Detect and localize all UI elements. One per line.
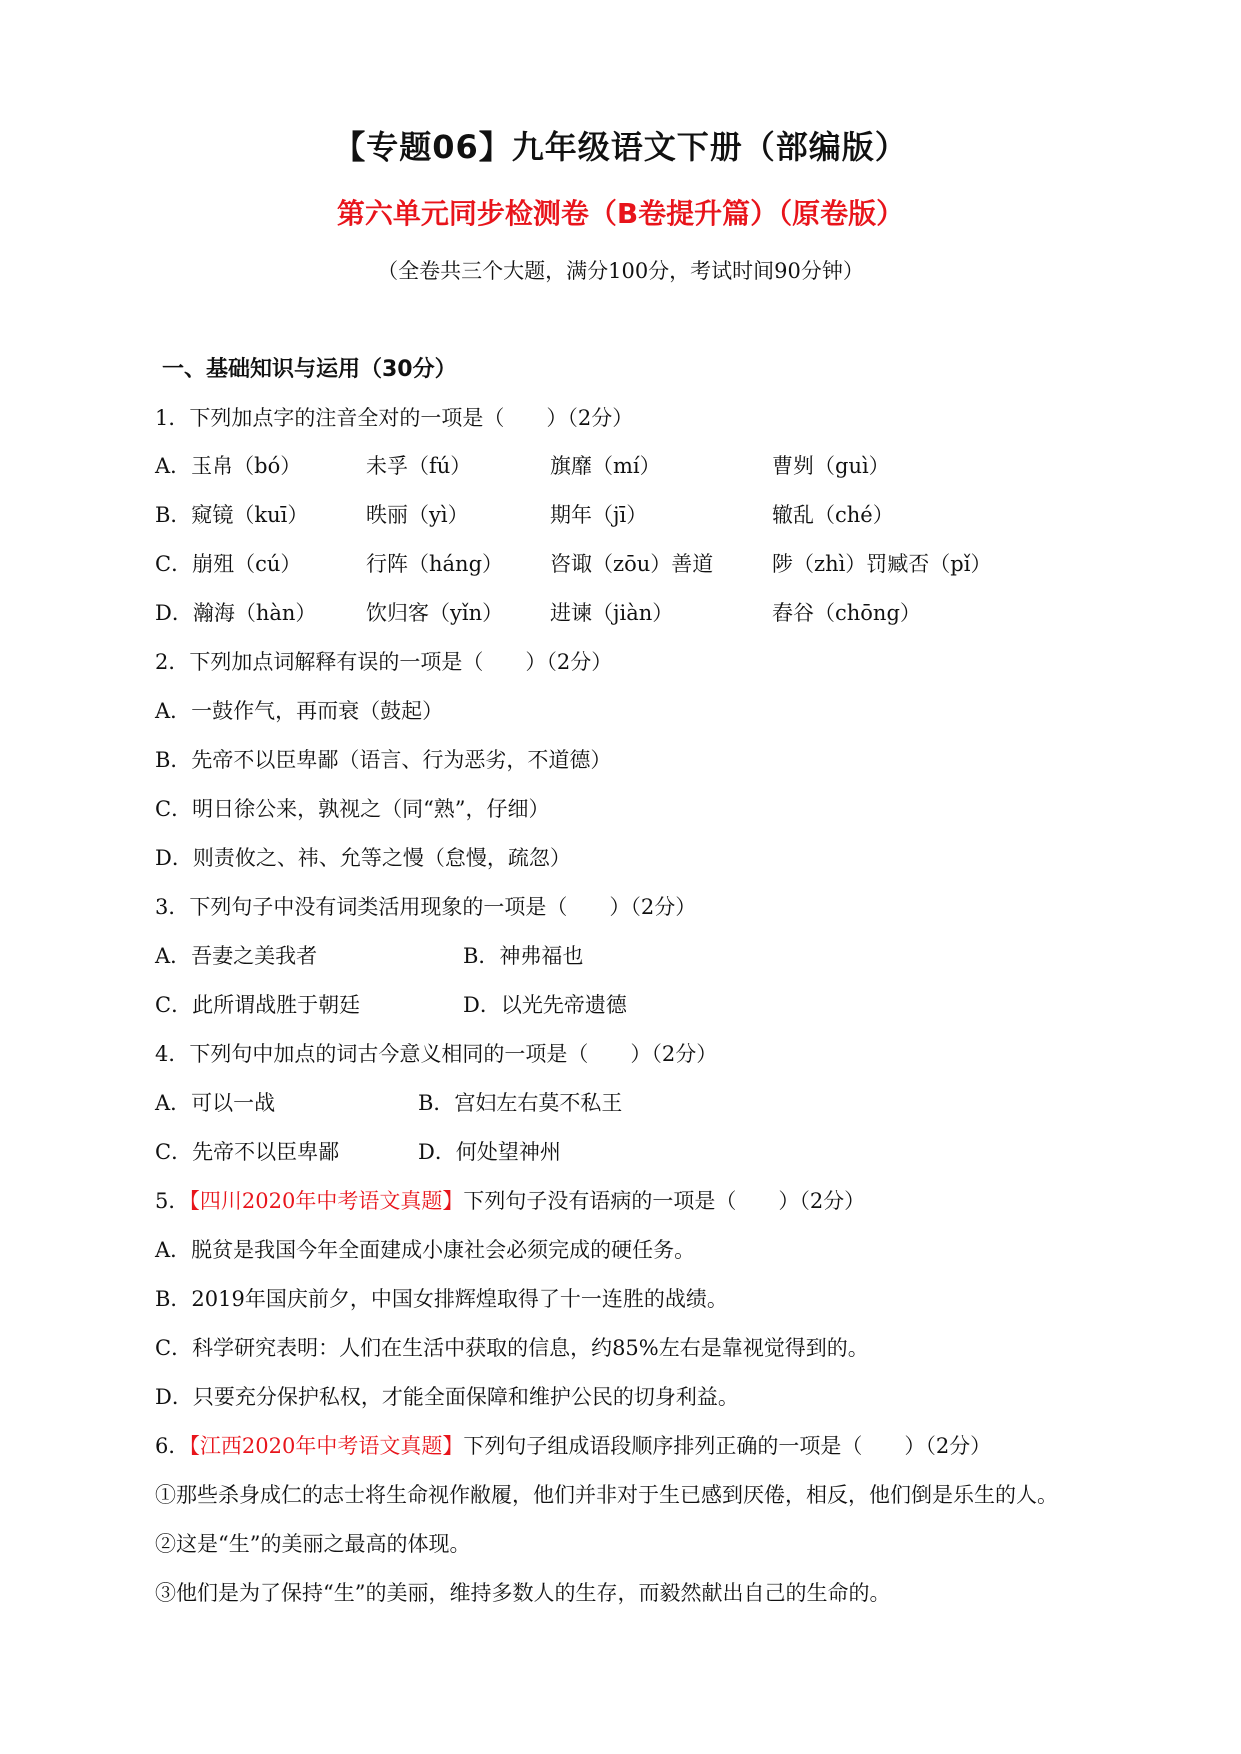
document-title: 【专题06】九年级语文下册（部编版） — [333, 128, 908, 166]
q1-option-d2: 饮归客（yǐn） — [366, 601, 504, 625]
q1-option-a2: 未孚（fú） — [366, 454, 472, 478]
q5-option-c: C．科学研究表明：人们在生活中获取的信息，约85%左右是靠视觉得到的。 — [155, 1336, 869, 1360]
q3-option-d: D．以光先帝遗德 — [463, 993, 627, 1017]
q2-option-c: C．明日徐公来，孰视之（同“熟”，仔细） — [155, 797, 550, 821]
q6-item-2: ②这是“生”的美丽之最高的体现。 — [155, 1532, 471, 1556]
q1-option-d3: 进谏（jiàn） — [550, 601, 674, 625]
q1-option-b3: 期年（jī） — [550, 503, 648, 527]
q5-option-d: D．只要充分保护私权，才能全面保障和维护公民的切身利益。 — [155, 1385, 739, 1409]
q1-option-c4: 陟（zhì）罚臧否（pǐ） — [772, 552, 992, 576]
q1-option-c2: 行阵（háng） — [366, 552, 504, 576]
q5-number: 5． — [155, 1189, 190, 1213]
q4-option-d: D．何处望神州 — [418, 1140, 561, 1164]
q1-option-d4: 舂谷（chōng） — [772, 601, 921, 625]
q2-option-a: A．一鼓作气，再而衰（鼓起） — [155, 699, 444, 723]
q6-stem: 下列句子组成语段顺序排列正确的一项是（ ）（2分） — [463, 1434, 992, 1458]
q1-option-b1: B．窥镜（kuī） — [155, 503, 309, 527]
q5-source-tag: 【四川2020年中考语文真题】 — [189, 1189, 464, 1213]
q3-option-a: A．吾妻之美我者 — [155, 944, 318, 968]
q3-option-c: C．此所谓战胜于朝廷 — [155, 993, 361, 1017]
q1-option-a4: 曹刿（guì） — [772, 454, 890, 478]
q4-option-b: B．宫妇左右莫不私王 — [418, 1091, 623, 1115]
document-subtitle: 第六单元同步检测卷（B卷提升篇）（原卷版） — [336, 197, 905, 230]
q1-option-a1: A．玉帛（bó） — [155, 454, 302, 478]
q1-option-b2: 昳丽（yì） — [366, 503, 469, 527]
q2-stem: 2．下列加点词解释有误的一项是（ ）（2分） — [155, 650, 613, 674]
q5-option-b: B．2019年国庆前夕，中国女排辉煌取得了十一连胜的战绩。 — [155, 1287, 728, 1311]
q1-option-c3: 咨诹（zōu）善道 — [550, 552, 714, 576]
q3-stem: 3．下列句子中没有词类活用现象的一项是（ ）（2分） — [155, 895, 697, 919]
q1-option-b4: 辙乱（ché） — [772, 503, 894, 527]
q6-source-tag: 【江西2020年中考语文真题】 — [189, 1434, 464, 1458]
exam-note: （全卷共三个大题，满分100分，考试时间90分钟） — [377, 259, 864, 283]
section-heading: 一、基础知识与运用（30分） — [162, 357, 457, 382]
q2-option-b: B．先帝不以臣卑鄙（语言、行为恶劣，不道德） — [155, 748, 612, 772]
q6-item-3: ③他们是为了保持“生”的美丽，维持多数人的生存，而毅然献出自己的生命的。 — [155, 1581, 891, 1605]
q4-option-c: C．先帝不以臣卑鄙 — [155, 1140, 340, 1164]
q3-option-b: B．神弗福也 — [463, 944, 584, 968]
q1-stem: 1．下列加点字的注音全对的一项是（ ）（2分） — [155, 406, 634, 430]
q4-stem: 4．下列句中加点的词古今意义相同的一项是（ ）（2分） — [155, 1042, 718, 1066]
q6-stem-line — [155, 1430, 991, 1460]
q1-option-a3: 旗靡（mí） — [550, 454, 661, 478]
q1-option-d1: D．瀚海（hàn） — [155, 601, 317, 625]
q1-option-c1: C．崩殂（cú） — [155, 552, 302, 576]
q6-number: 6． — [155, 1434, 190, 1458]
q5-stem-line — [155, 1185, 865, 1215]
q5-stem: 下列句子没有语病的一项是（ ）（2分） — [463, 1189, 866, 1213]
q5-option-a: A．脱贫是我国今年全面建成小康社会必须完成的硬任务。 — [155, 1238, 696, 1262]
q6-item-1: ①那些杀身成仁的志士将生命视作敝履，他们并非对于生已感到厌倦，相反，他们倒是乐生的人。 — [155, 1483, 1058, 1507]
q2-option-d: D．则责攸之、祎、允等之慢（怠慢，疏忽） — [155, 846, 571, 870]
q4-option-a: A．可以一战 — [155, 1091, 276, 1115]
